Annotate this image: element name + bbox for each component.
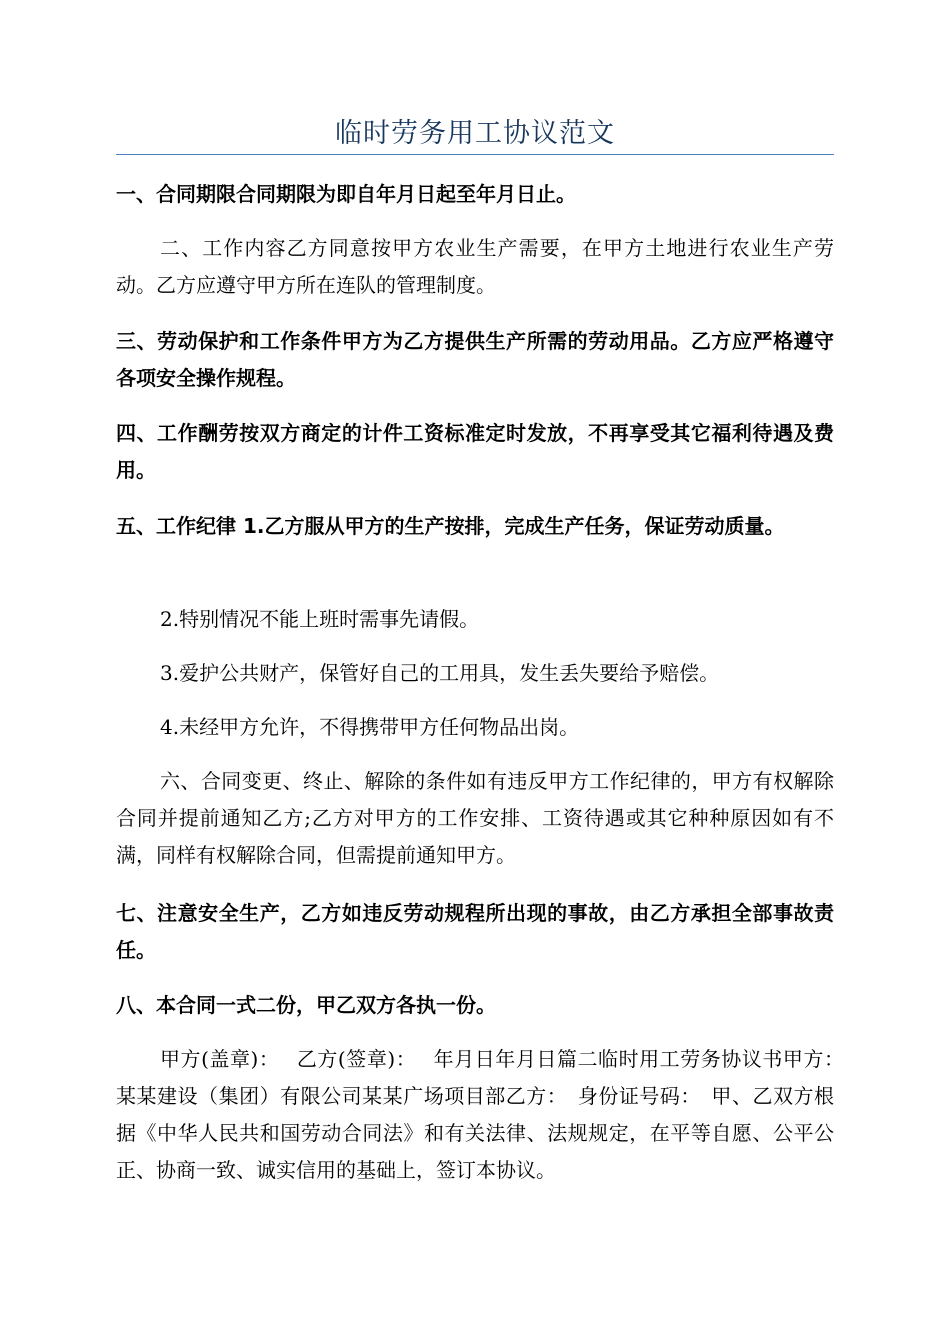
- clause-8: 八、本合同一式二份，甲乙双方各执一份。: [116, 993, 496, 1017]
- clause-1: 一、合同期限合同期限为即自年月日起至年月日止。: [116, 182, 576, 206]
- clause-5-item-2: 2.特别情况不能上班时需事先请假。: [160, 607, 480, 631]
- signature-and-second-agreement: 甲方(盖章)： 乙方(签章)： 年月日年月日篇二临时用工劳务协议书甲方： 某某建设（集团）有限公司某某广场项目部乙方： 身份证号码： 甲、乙双方根据《中华人民共和国劳动合同法》和有关法律、法规规定，在平等自愿、公平公正、协商一致、诚实信用的基础上，签订本协议。: [116, 1047, 854, 1182]
- clause-5-item-3: 3.爱护公共财产，保管好自己的工用具，发生丢失要给予赔偿。: [160, 661, 720, 685]
- clause-5-item-4: 4.未经甲方允许，不得携带甲方任何物品出岗。: [160, 715, 580, 739]
- document-title: 临时劳务用工协议范文: [335, 118, 615, 149]
- clause-5: 五、工作纪律 1.乙方服从甲方的生产按排，完成生产任务，保证劳动质量。: [116, 514, 785, 538]
- clause-2: 二、工作内容乙方同意按甲方农业生产需要，在甲方土地进行农业生产劳动。乙方应遵守甲方所在连队的管理制度。: [116, 236, 834, 297]
- title-underline: [116, 154, 834, 155]
- clause-7: 七、注意安全生产，乙方如违反劳动规程所出现的事故，由乙方承担全部事故责任。: [116, 901, 834, 962]
- clause-4: 四、工作酬劳按双方商定的计件工资标准定时发放，不再享受其它福利待遇及费用。: [116, 421, 834, 482]
- clause-3: 三、劳动保护和工作条件甲方为乙方提供生产所需的劳动用品。乙方应严格遵守各项安全操作规程。: [116, 329, 834, 390]
- clause-6: 六、合同变更、终止、解除的条件如有违反甲方工作纪律的，甲方有权解除合同并提前通知乙方;乙方对甲方的工作安排、工资待遇或其它种种原因如有不满，同样有权解除合同，但需提前通知甲方。: [116, 769, 834, 867]
